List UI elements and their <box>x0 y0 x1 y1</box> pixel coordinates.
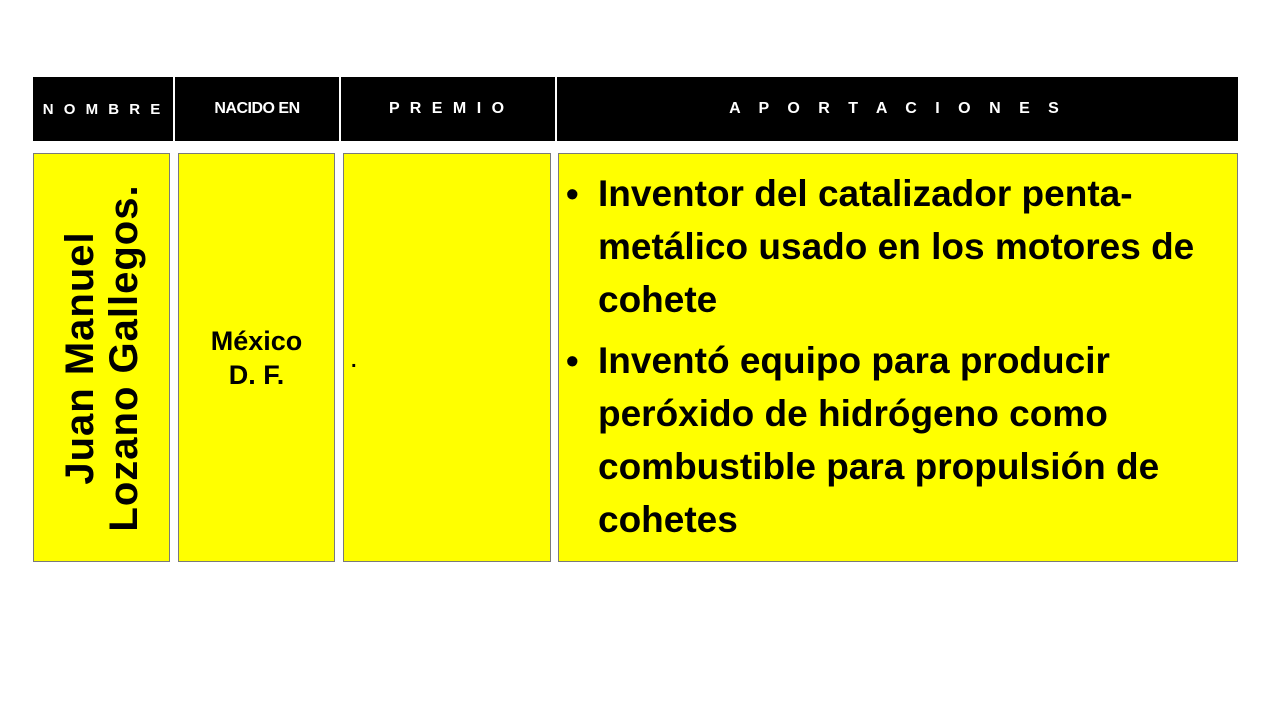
person-name <box>58 153 146 562</box>
contribution-text: Inventor del catalizador penta-metálico usado en los motores de cohete <box>598 173 1195 320</box>
header-nombre <box>33 77 173 141</box>
birthplace <box>179 324 334 392</box>
person-name-line2: Lozano Gallegos. <box>101 183 146 532</box>
person-name-line1: Juan Manuel <box>57 230 102 485</box>
contribution-item <box>559 167 1237 326</box>
header-nacido-en <box>175 77 339 141</box>
contribution-item <box>559 334 1237 546</box>
header-aportaciones <box>557 77 1238 141</box>
bullet-icon: • <box>566 340 579 381</box>
cell-aportaciones <box>558 153 1238 562</box>
birthplace-line2: D. F. <box>228 360 285 390</box>
header-nacido-en-label: NACIDO EN <box>214 100 300 117</box>
contribution-text: Inventó equipo para producir peróxido de hidrógeno como combustible para propulsión de cohetes <box>598 340 1160 540</box>
birthplace-line1: México <box>210 326 303 356</box>
cell-nacido-en <box>178 153 335 562</box>
header-aportaciones-label: A P O R T A C I O N E S <box>729 100 1066 117</box>
header-nombre-label: N O M B R E <box>42 100 164 118</box>
bullet-icon: • <box>566 173 579 214</box>
cell-premio <box>343 153 551 562</box>
prize-value: . <box>351 350 357 372</box>
header-premio-label: P R E M I O <box>388 100 508 117</box>
header-premio <box>341 77 555 141</box>
contributions-list <box>559 167 1237 554</box>
cell-nombre <box>33 153 170 562</box>
